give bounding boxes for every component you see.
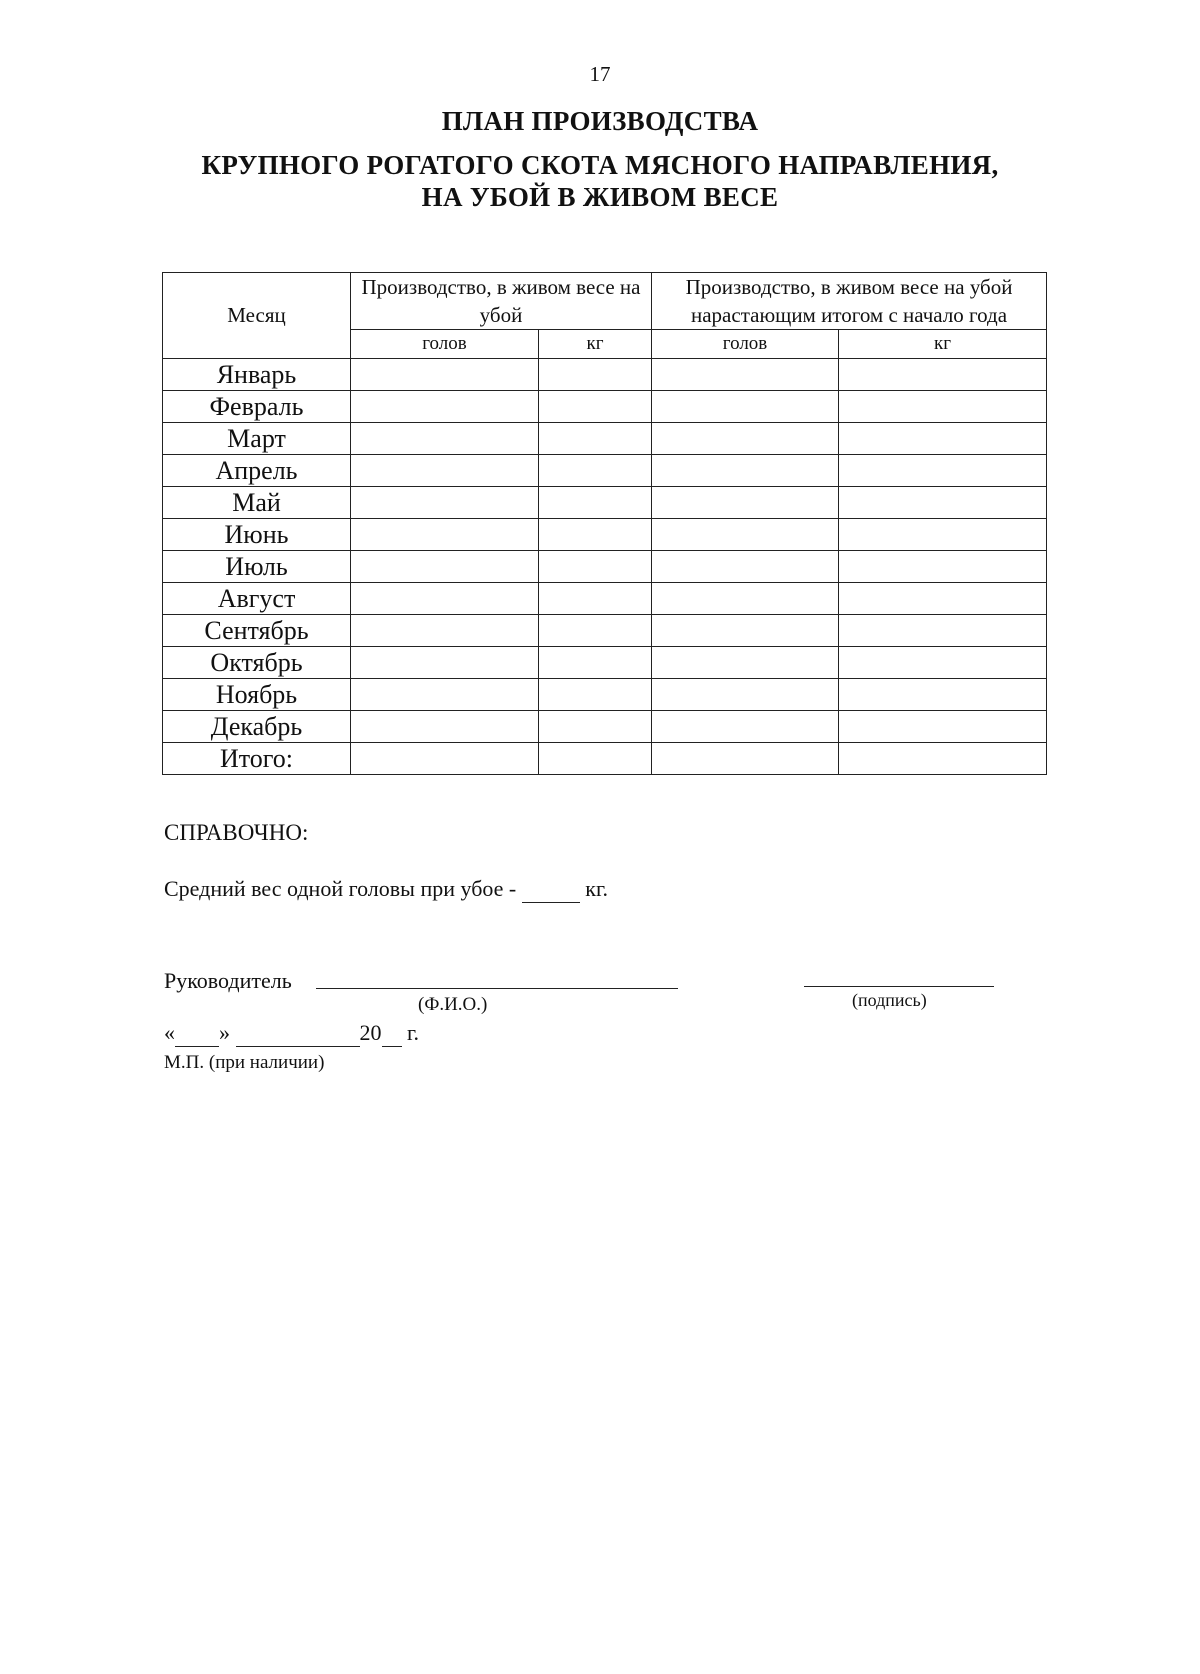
cumulative-production-header: Производство, в живом весе на убой нарастающим итогом с начало года (652, 273, 1047, 330)
month-cell: Июнь (163, 519, 351, 551)
date-line (164, 1020, 419, 1047)
heads-input-cell[interactable] (351, 551, 539, 583)
year-prefix: 20 (359, 1020, 382, 1045)
cumulative-kg-input-cell[interactable] (839, 487, 1047, 519)
table-row (163, 423, 1047, 455)
total-heads-input-cell[interactable] (351, 743, 539, 775)
month-header: Месяц (163, 273, 351, 359)
heads-input-cell[interactable] (351, 711, 539, 743)
cumulative-heads-input-cell[interactable] (652, 359, 839, 391)
heads-input-cell[interactable] (351, 583, 539, 615)
kg-input-cell[interactable] (539, 551, 652, 583)
heads-input-cell[interactable] (351, 455, 539, 487)
kg-input-cell[interactable] (539, 391, 652, 423)
cumulative-kg-input-cell[interactable] (839, 647, 1047, 679)
cumulative-heads-input-cell[interactable] (652, 519, 839, 551)
kg-input-cell[interactable] (539, 423, 652, 455)
month-cell: Июль (163, 551, 351, 583)
heads-input-cell[interactable] (351, 519, 539, 551)
kg-input-cell[interactable] (539, 583, 652, 615)
cumulative-kg-input-cell[interactable] (839, 423, 1047, 455)
average-weight-label: Средний вес одной головы при убое - (164, 876, 522, 901)
signature-caption: (подпись) (852, 990, 927, 1010)
table-row (163, 711, 1047, 743)
stamp-note: М.П. (при наличии) (164, 1052, 325, 1073)
heads-input-cell[interactable] (351, 679, 539, 711)
kg-input-cell[interactable] (539, 455, 652, 487)
cumulative-kg-subheader: кг (839, 330, 1047, 359)
kg-subheader: кг (539, 330, 652, 359)
table-row (163, 487, 1047, 519)
total-row (163, 743, 1047, 775)
cumulative-kg-input-cell[interactable] (839, 519, 1047, 551)
kg-input-cell[interactable] (539, 711, 652, 743)
kg-input-cell[interactable] (539, 615, 652, 647)
month-cell: Февраль (163, 391, 351, 423)
signature-blank[interactable] (804, 986, 994, 987)
table-row (163, 455, 1047, 487)
date-close-quote: » (219, 1020, 230, 1045)
cumulative-kg-input-cell[interactable] (839, 615, 1047, 647)
heads-input-cell[interactable] (351, 487, 539, 519)
heads-input-cell[interactable] (351, 423, 539, 455)
table-row (163, 615, 1047, 647)
page-number: 17 (589, 62, 611, 86)
cumulative-heads-input-cell[interactable] (652, 551, 839, 583)
cumulative-kg-input-cell[interactable] (839, 455, 1047, 487)
heads-input-cell[interactable] (351, 615, 539, 647)
heads-input-cell[interactable] (351, 647, 539, 679)
average-weight-blank[interactable] (522, 876, 580, 903)
year-blank[interactable] (382, 1020, 402, 1047)
cumulative-heads-input-cell[interactable] (652, 647, 839, 679)
cumulative-heads-input-cell[interactable] (652, 583, 839, 615)
table-row (163, 391, 1047, 423)
cumulative-kg-input-cell[interactable] (839, 391, 1047, 423)
average-weight-unit: кг. (579, 876, 608, 901)
cumulative-heads-input-cell[interactable] (652, 423, 839, 455)
cumulative-heads-input-cell[interactable] (652, 455, 839, 487)
year-suffix: г. (401, 1020, 420, 1045)
production-header: Производство, в живом весе на убой (351, 273, 652, 330)
month-cell: Ноябрь (163, 679, 351, 711)
month-cell: Декабрь (163, 711, 351, 743)
cumulative-heads-input-cell[interactable] (652, 679, 839, 711)
cumulative-kg-input-cell[interactable] (839, 359, 1047, 391)
head-name-blank[interactable] (316, 988, 678, 989)
cumulative-kg-input-cell[interactable] (839, 551, 1047, 583)
table-row (163, 551, 1047, 583)
cumulative-heads-input-cell[interactable] (652, 487, 839, 519)
head-label: Руководитель (164, 968, 292, 993)
heads-subheader: голов (351, 330, 539, 359)
reference-label: СПРАВОЧНО: (164, 820, 309, 845)
total-kg-input-cell[interactable] (539, 743, 652, 775)
month-cell: Август (163, 583, 351, 615)
document-title: ПЛАН ПРОИЗВОДСТВА (441, 106, 759, 136)
month-cell: Октябрь (163, 647, 351, 679)
table-row (163, 647, 1047, 679)
kg-input-cell[interactable] (539, 647, 652, 679)
table-row (163, 359, 1047, 391)
month-cell: Сентябрь (163, 615, 351, 647)
date-open-quote: « (164, 1020, 175, 1045)
production-plan-table (162, 272, 1047, 775)
total-cumulative-kg-input-cell[interactable] (839, 743, 1047, 775)
cumulative-kg-input-cell[interactable] (839, 679, 1047, 711)
heads-input-cell[interactable] (351, 359, 539, 391)
table-row (163, 679, 1047, 711)
cumulative-kg-input-cell[interactable] (839, 711, 1047, 743)
month-cell: Апрель (163, 455, 351, 487)
total-label-cell: Итого: (163, 743, 351, 775)
fio-caption: (Ф.И.О.) (418, 994, 488, 1015)
document-subtitle-line1: КРУПНОГО РОГАТОГО СКОТА МЯСНОГО НАПРАВЛЕНИЯ, (201, 150, 999, 180)
kg-input-cell[interactable] (539, 359, 652, 391)
month-blank[interactable] (236, 1020, 360, 1047)
cumulative-kg-input-cell[interactable] (839, 583, 1047, 615)
kg-input-cell[interactable] (539, 679, 652, 711)
kg-input-cell[interactable] (539, 519, 652, 551)
document-subtitle-line2: НА УБОЙ В ЖИВОМ ВЕСЕ (421, 182, 779, 212)
cumulative-heads-input-cell[interactable] (652, 615, 839, 647)
cumulative-heads-input-cell[interactable] (652, 391, 839, 423)
day-blank[interactable] (175, 1020, 219, 1047)
cumulative-heads-input-cell[interactable] (652, 711, 839, 743)
month-cell: Май (163, 487, 351, 519)
cumulative-heads-subheader: голов (652, 330, 839, 359)
heads-input-cell[interactable] (351, 391, 539, 423)
total-cumulative-heads-input-cell[interactable] (652, 743, 839, 775)
table-row (163, 583, 1047, 615)
kg-input-cell[interactable] (539, 487, 652, 519)
month-cell: Март (163, 423, 351, 455)
month-cell: Январь (163, 359, 351, 391)
average-weight-line (164, 876, 608, 903)
table-row (163, 519, 1047, 551)
